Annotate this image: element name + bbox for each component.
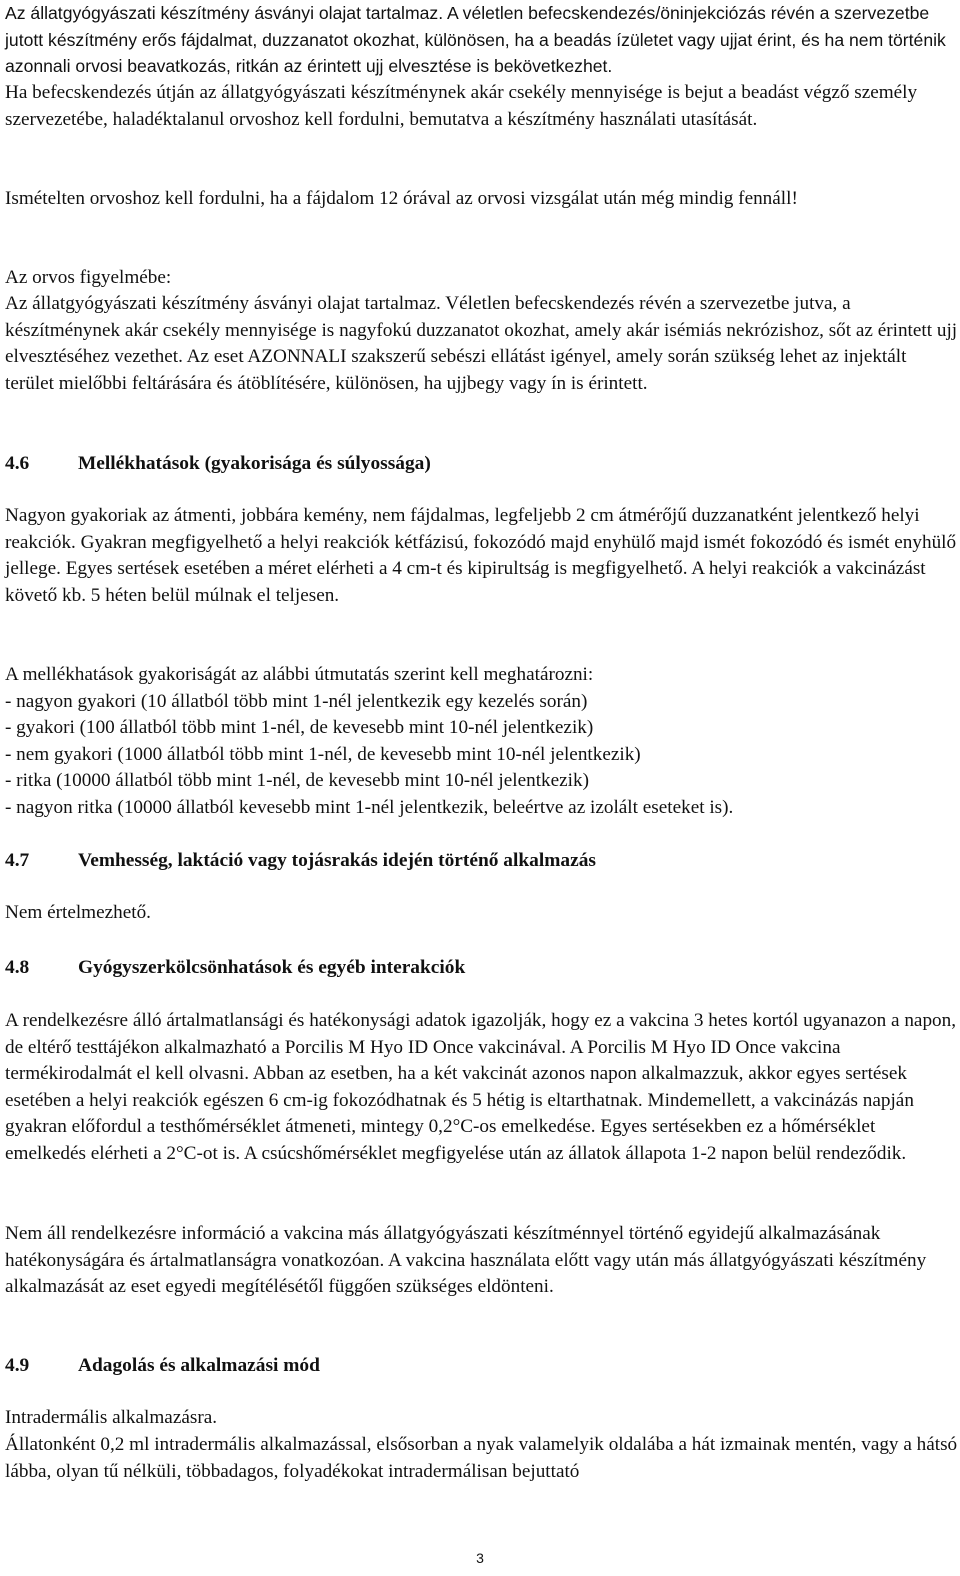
section-4-6-heading (5, 451, 431, 477)
list-item: - nagyon gyakori (10 állatból több mint 1-nél jelentkezik egy kezelés során) (5, 690, 588, 712)
interactions-paragraph-1: A rendelkezésre álló ártalmatlansági és hatékonysági adatok igazolják, hogy ez a vakcina 3 hetes kortól ugyanazon a napon, de eltérő testtájékon alkalmazható a Porcilis M Hyo ID Once vakcinával. A Porcilis M Hyo ID Once vakcina termékirodalmát el kell olvasni. Abban az esetben, ha a két vakcinát azonos napon alkalmazzuk, akkor egyes sertések esetében a helyi reakciók egészen 6 cm-ig fokozódhatnak és 5 hétig is eltarthatnak. Mindemellett, a vakcinázás napján gyakran előfordul a testhőmérséklet átmeneti, mintegy 0,2°C-os emelkedése. Egyes sertésekben ez a hőmérséklet emelkedés elérheti a 2°C-ot is. A csúcshőmérséklet megfigyelése után az állatok állapota 1-2 napon belül rendeződik. (5, 1010, 957, 1164)
administration-route: Intradermális alkalmazásra. (5, 1407, 218, 1428)
doctor-note-label: Az orvos figyelmébe: (5, 267, 172, 288)
pregnancy-paragraph: Nem értelmezhető. (5, 902, 151, 923)
warning-paragraph-2: Ha befecskendezés útján az állatgyógyászati készítménynek akár csekély mennyisége is bejut a beadást végző személy szervezetébe, haladéktalanul orvoshoz kell fordulni, bemutatva a készítmény használati utasítását. (5, 82, 918, 130)
section-number: 4.9 (5, 1355, 30, 1376)
list-item: - nem gyakori (1000 állatból több mint 1-nél, de kevesebb mint 10-nél jelentkezik) (5, 743, 641, 765)
warning-paragraph-1: Az állatgyógyászati készítmény ásványi olajat tartalmaz. A véletlen befecskendezés/öninjekciózás révén a szervezetbe jutott készítmény erős fájdalmat, duzzanatot okozhat, különösen, ha a beadás ízületet vagy ujjat érint, és ha nem történik azonnali orvosi beavatkozás, ritkán az érintett ujj elvesztése is bekövetkezhet. (5, 3, 946, 77)
section-number: 4.7 (5, 850, 30, 871)
frequency-intro: A mellékhatások gyakoriságát az alábbi útmutatás szerint kell meghatározni: (5, 664, 594, 685)
side-effects-paragraph: Nagyon gyakoriak az átmenti, jobbára kemény, nem fájdalmas, legfeljebb 2 cm átmérőjű duzzanatként jelentkező helyi reakciók. Gyakran megfigyelhető a helyi reakciók kétfázisú, fokozódó majd enyhülő majd ismét fokozódó és ismét enyhülő jellege. Egyes sertések esetében a méret elérheti a 4 cm-t és kipirultság is megfigyelhető. A helyi reakciók a vakcinázást követő kb. 5 héten belül múlnak el teljesen. (5, 505, 957, 606)
section-title: Vemhesség, laktáció vagy tojásrakás idején történő alkalmazás (78, 850, 596, 871)
warning-paragraph-3: Ismételten orvoshoz kell fordulni, ha a fájdalom 12 órával az orvosi vizsgálat után még mindig fennáll! (5, 188, 798, 209)
section-4-7-heading (5, 848, 596, 874)
interactions-paragraph-2: Nem áll rendelkezésre információ a vakcina más állatgyógyászati készítménnyel történő egyidejű alkalmazásának hatékonyságára és ártalmatlanságra vonatkozóan. A vakcina használata előtt vagy után más állatgyógyászati készítmény alkalmazását az eset egyedi megítélésétől függően szükséges eldönteni. (5, 1223, 927, 1298)
page-number: 3 (476, 1550, 484, 1566)
section-title: Mellékhatások (gyakorisága és súlyossága) (78, 453, 431, 474)
doctor-note-text: Az állatgyógyászati készítmény ásványi olajat tartalmaz. Véletlen befecskendezés révén a szervezetbe jutva, a készítménynek akár csekély mennyisége is nagyfokú duzzanatot okozhat, amely akár isémiás nekrózishoz, sőt az érintett ujj elvesztéséhez vezethet. Az eset AZONNALI szakszerű sebészi ellátást igényel, amely során szükség lehet az injektált terület mielőbbi feltárására és átöblítésére, különösen, ha ujjbegy vagy ín is érintett. (5, 293, 958, 394)
list-item: - ritka (10000 állatból több mint 1-nél, de kevesebb mint 10-nél jelentkezik) (5, 770, 589, 792)
section-number: 4.6 (5, 453, 30, 474)
list-item: - nagyon ritka (10000 állatból kevesebb mint 1-nél jelentkezik, beleértve az izolált eseteket is). (5, 796, 734, 818)
section-title: Adagolás és alkalmazási mód (78, 1355, 320, 1376)
dosage-paragraph: Állatonként 0,2 ml intradermális alkalmazással, elsősorban a nyak valamelyik oldalába a hát izmainak mentén, vagy a hátsó lábba, olyan tű nélküli, többadagos, folyadékokat intradermálisan bejuttató (5, 1434, 958, 1482)
section-4-9-heading (5, 1353, 320, 1379)
frequency-list (5, 662, 960, 822)
section-number: 4.8 (5, 957, 30, 978)
section-title: Gyógyszerkölcsönhatások és egyéb interakciók (78, 957, 466, 978)
list-item: - gyakori (100 állatból több mint 1-nél, de kevesebb mint 10-nél jelentkezik) (5, 717, 594, 739)
section-4-8-heading (5, 955, 465, 981)
